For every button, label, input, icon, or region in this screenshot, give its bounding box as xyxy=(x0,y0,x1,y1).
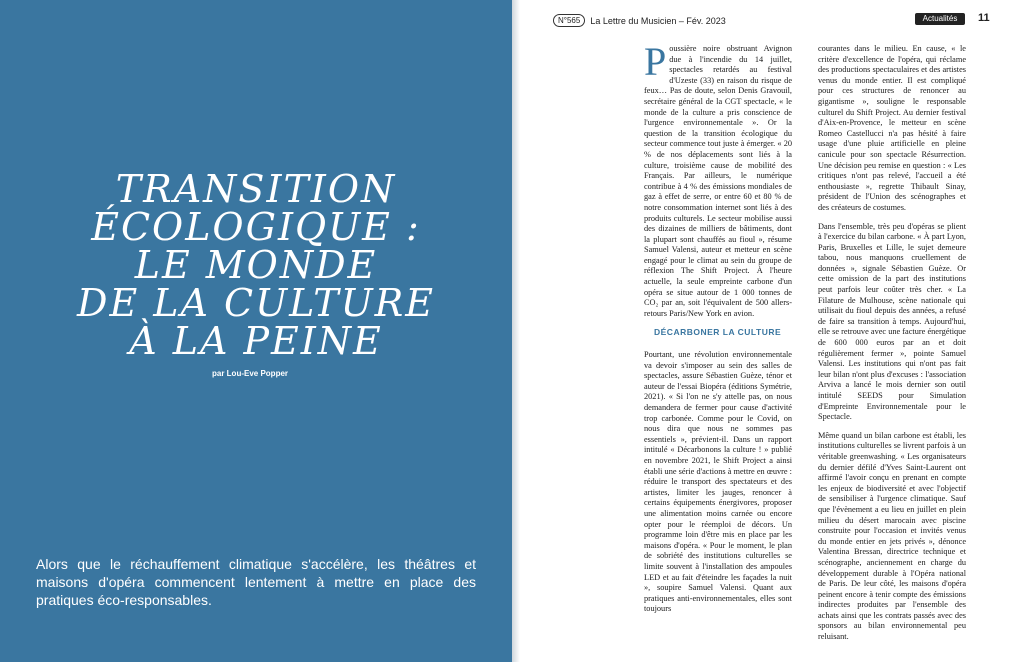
article-column-2 xyxy=(818,44,966,651)
paragraph: courantes dans le milieu. En cause, « le critère d'excellence de l'opéra, qui réclame des productions spectaculaires et des artistes venus du monde entier. Il est compliqué pour ces structures de renoncer au gigantisme », souligne le responsable culturel du Shift Project. Au dernier festival d'Aix-en-Provence, le metteur en scène Romeo Castellucci n'a pas hésité à faire usage d'une pluie artificielle en pleine canicule pour son spectacle Résurrection. Une décision peu remise en question : « Les critiques n'ont pas relevé, l'accueil a été enthousiaste », regrette Thibault Sinay, président de l'Union des scénographes et des créateurs de costumes. xyxy=(818,44,966,212)
paragraph: Même quand un bilan carbone est établi, les institutions culturelles se livrent parfois à un véritable greenwashing. « Les organisateurs du dernier défilé d'Yves Saint-Laurent ont affirmé l'avoir conçu en prenant en compte les enjeux de biodiversité et avec l'objectif de sensibiliser à l'urgence climatique. Sauf que l'évènement a eu lieu en juillet en plein milieu du désert marocain avec piscine construite pour l'occasion et invités venus du monde entier en jets privés », dénonce Valentina Bressan, directrice technique et scénographe, anciennement en charge du développement durable à l'Opéra national de Paris. De leur côté, les maisons d'opéra peinent encore à tenir compte des émissions indirectes produites par l'ensemble des achats ainsi que les contrats passés avec des sponsors au bilan environnemental peu reluisant. xyxy=(818,430,966,642)
subheading: DÉCARBONER LA CULTURE xyxy=(654,327,782,338)
title-line: ÉCOLOGIQUE : xyxy=(91,205,421,249)
page-number: 11 xyxy=(978,12,990,24)
paragraph: Dans l'ensemble, très peu d'opéras se plient à l'exercice du bilan carbone. « À part Lyon, Paris, Bruxelles et Lille, le sujet demeure tabou, nous manquons cruellement de données », signale Sébastien Guèze. Or cette omission de la part des institutions peut parfois leur coûter très cher. « La Filature de Mulhouse, scène nationale qui utilisait du fioul depuis des années, a refusé de faire sa transition à temps. Aujourd'hui, elle se retrouve avec une facture énergétique de 600 000 euros par an et doit régulièrement fermer », pointe Samuel Valensi. Les institutions qui n'ont pas fait leur bilan n'ont plus d'excuses : l'association Arviva a lancé le mois dernier son outil intitulé SEEDS pour Simulation d'Empreinte Environnementale pour le Spectacle. xyxy=(818,221,966,422)
paragraph-text: oussière noire obstruant Avignon due à l'incendie du 14 juillet, spectacles retardés au festival d'Uzeste (33) en raison du risque de feux… Pas de doute, selon Denis Gravouil, secrétaire général de la CGT spectacle, « le monde de la culture a pris conscience de l'urgence environnementale ». Or la question de la transition écologique du secteur commence tout juste à émerger. « 20 % de nos déplacements sont liés à la culture, troisième cause de mobilité des Français. Par ailleurs, le numérique contribue à 4 % des émissions mondiales de gaz à effet de serre, or entre 60 et 80 % de notre consommation internet sont liés à des produits culturels. Le secteur mobilise aussi des dizaines de milliers de bâtiments, dont la plupart sont chauffés au fioul », résume Samuel Valensi, auteur et metteur en scène engagé pour le climat au sein du groupe de réflexion The Shift Project. À l'heure actuelle, la seule empreinte carbone d'un opéra se situe autour de 1 000 tonnes de CO₂ par an, soit l'équivalent de 500 allers-retours Paris/New York en avion. xyxy=(644,44,792,318)
title-line: LE MONDE xyxy=(134,243,378,287)
title-line: DE LA CULTURE xyxy=(77,281,435,325)
paragraph xyxy=(644,39,792,319)
paragraph: Pourtant, une révolution environnementale va devoir s'imposer au sein des salles de spectacles, assure Sébastien Guèze, ténor et auteur de l'essai Biopéra (éditions Symétrie, 2021). « Si l'on ne s'y attelle pas, on nous demandera de fermer pour cause d'activité trop carbonée. Comme pour le Covid, on nous dira que nous ne sommes pas essentiels », prévient-il. Dans un rapport intitulé « Décarbonons la culture ! » publié en novembre 2021, le Shift Project a ainsi établi une série d'actions à mettre en œuvre : réduire le transport des spectateurs et des artistes, limiter les jauges, renoncer à certains équipements énergivores, proposer une alimentation moins carnée ou encore opter pour le réemploi de décors. Un programme loin d'être mis en place par les maisons d'opéra. « Pour le moment, le plan de sobriété des institutions culturelles se limite souvent à l'installation des ampoules LED et au fait d'éteindre les façades la nuit », soupire Samuel Valensi. Quant aux pratiques anti-environnementales, elles sont toujours xyxy=(644,350,792,614)
standfirst: Alors que le réchauffement climatique s'accélère, les théâtres et maisons d'opéra commencent lentement à mettre en place des pratiques éco-responsables. xyxy=(36,556,476,608)
drop-cap: P xyxy=(644,39,667,84)
publication-name: La Lettre du Musicien – Fév. 2023 xyxy=(590,15,726,26)
issue-badge: N°565 xyxy=(553,14,585,27)
page-gutter xyxy=(512,0,520,662)
article-column-1 xyxy=(644,39,792,623)
article-title xyxy=(0,167,512,363)
section-tab: Actualités xyxy=(915,13,965,25)
title-line: TRANSITION xyxy=(115,167,397,211)
title-line: À LA PEINE xyxy=(129,319,383,363)
running-header xyxy=(553,14,726,27)
byline: par Lou-Eve Popper xyxy=(212,369,289,378)
